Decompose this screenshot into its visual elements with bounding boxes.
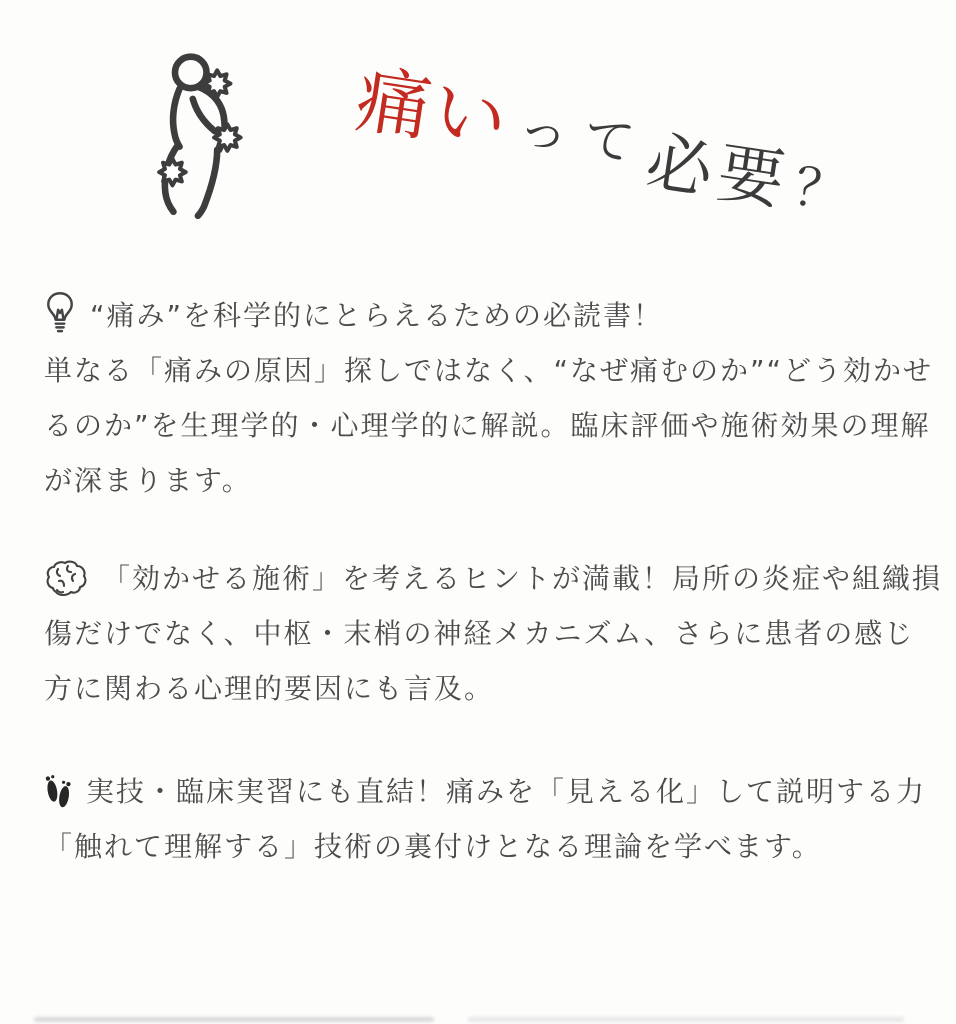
- text-line: 「触れて理解する」技術の裏付けとなる理論を学べます。: [44, 830, 822, 863]
- footprints-icon: [44, 773, 72, 811]
- title-red-text: 痛い: [350, 56, 516, 165]
- text-line: が深まります。: [44, 464, 252, 497]
- lightbulb-icon: [44, 291, 76, 335]
- text-line: 単なる「痛みの原因」探しではなく、“なぜ痛むのか”“どう効かせ: [44, 354, 933, 387]
- benefit-section-technique: [44, 551, 943, 716]
- person-pain-icon: [146, 52, 266, 220]
- text-line: るのか”を生理学的・心理学的に解説。臨床評価や施術効果の理解: [44, 409, 931, 442]
- scan-artifact: [34, 1017, 434, 1022]
- scan-artifact: [468, 1017, 904, 1022]
- text-line: [44, 288, 934, 343]
- text-line-content: “痛み”を科学的にとらえるための必読書！: [90, 299, 664, 332]
- benefit-section-science: [44, 288, 934, 508]
- text-line: 方に関わる心理的要因にも言及。: [44, 672, 495, 705]
- page-title: [350, 56, 851, 225]
- title-text-tte: って: [514, 98, 654, 176]
- benefit-section-practice: [44, 764, 934, 874]
- brain-icon: [44, 560, 88, 598]
- text-line: 傷だけでなく、中枢・末梢の神経メカニズム、さらに患者の感じ: [44, 617, 915, 650]
- text-line: [44, 551, 943, 606]
- title-text-hitsuyou: 必要: [641, 123, 796, 221]
- text-line-content: 「効かせる施術」を考えるヒントが満載！局所の炎症や組織損: [102, 562, 943, 595]
- text-line-content: 実技・臨床実習にも直結！痛みを「見える化」して説明する力: [86, 775, 927, 808]
- text-line: [44, 764, 934, 819]
- title-question-mark: ？: [790, 157, 851, 225]
